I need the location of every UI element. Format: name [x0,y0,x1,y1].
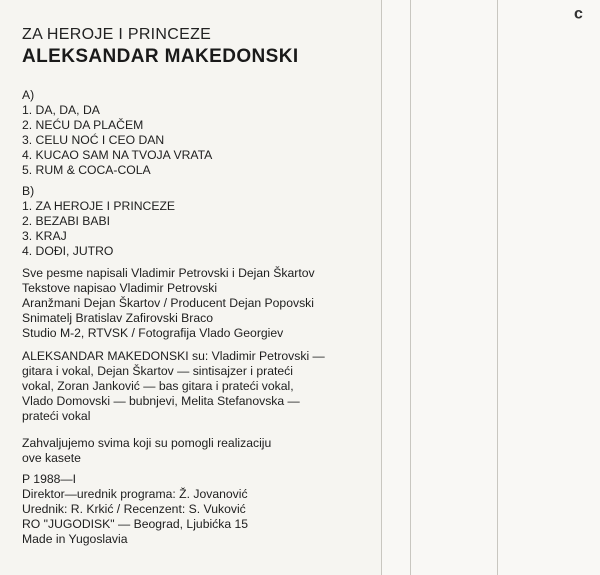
track-item: 4. DOĐI, JUTRO [22,244,114,258]
track-item: 5. RUM & COCA-COLA [22,163,151,177]
credit-line: Aranžmani Dejan Škartov / Producent Dejan Popovski [22,296,314,310]
corner-mark: ɔ [574,6,583,23]
side-b-label: B) [22,184,35,198]
track-item: 3. KRAJ [22,229,67,243]
thanks-note [22,436,271,466]
members-line: prateći vokal [22,409,91,423]
artist-name: ALEKSANDAR MAKEDONSKI [22,46,299,67]
side-a-tracklist [22,88,212,178]
footer-line: P 1988—I [22,472,76,486]
track-item: 2. BEZABI BABI [22,214,111,228]
track-item: 1. DA, DA, DA [22,103,100,117]
band-members [22,349,325,424]
publisher-info [22,472,248,547]
track-item: 2. NEĆU DA PLAČEM [22,118,144,132]
members-line: vokal, Zoran Janković — bas gitara i prateći vokal, [22,379,294,393]
members-line: Vlado Domovski — bubnjevi, Melita Stefanovska — [22,394,300,408]
members-line: ALEKSANDAR MAKEDONSKI su: Vladimir Petrovski — [22,349,325,363]
credit-line: Sve pesme napisali Vladimir Petrovski i Dejan Škartov [22,266,315,280]
members-line: gitara i vokal, Dejan Škartov — sintisajzer i prateći [22,364,293,378]
fold-line [410,0,411,575]
production-credits [22,266,315,341]
fold-line [497,0,498,575]
footer-line: Urednik: R. Krkić / Recenzent: S. Vuković [22,502,246,516]
thanks-line: Zahvaljujemo svima koji su pomogli realizaciju [22,436,272,450]
track-item: 3. CELU NOĆ I CEO DAN [22,133,165,147]
side-a-label: A) [22,88,35,102]
fold-line [381,0,382,575]
credit-line: Snimatelj Bratislav Zafirovski Braco [22,311,213,325]
thanks-line: ove kasete [22,451,81,465]
track-item: 1. ZA HEROJE I PRINCEZE [22,199,176,213]
blank-panel [382,0,600,575]
footer-line: RO "JUGODISK" — Beograd, Ljubićka 15 [22,517,249,531]
credit-line: Tekstove napisao Vladimir Petrovski [22,281,218,295]
side-b-tracklist [22,184,175,259]
credit-line: Studio M-2, RTVSK / Fotografija Vlado Georgiev [22,326,284,340]
track-item: 4. KUCAO SAM NA TVOJA VRATA [22,148,213,162]
footer-line: Made in Yugoslavia [22,532,128,546]
footer-line: Direktor—urednik programa: Ž. Jovanović [22,487,248,501]
album-title: ZA HEROJE I PRINCEZE [22,26,212,43]
